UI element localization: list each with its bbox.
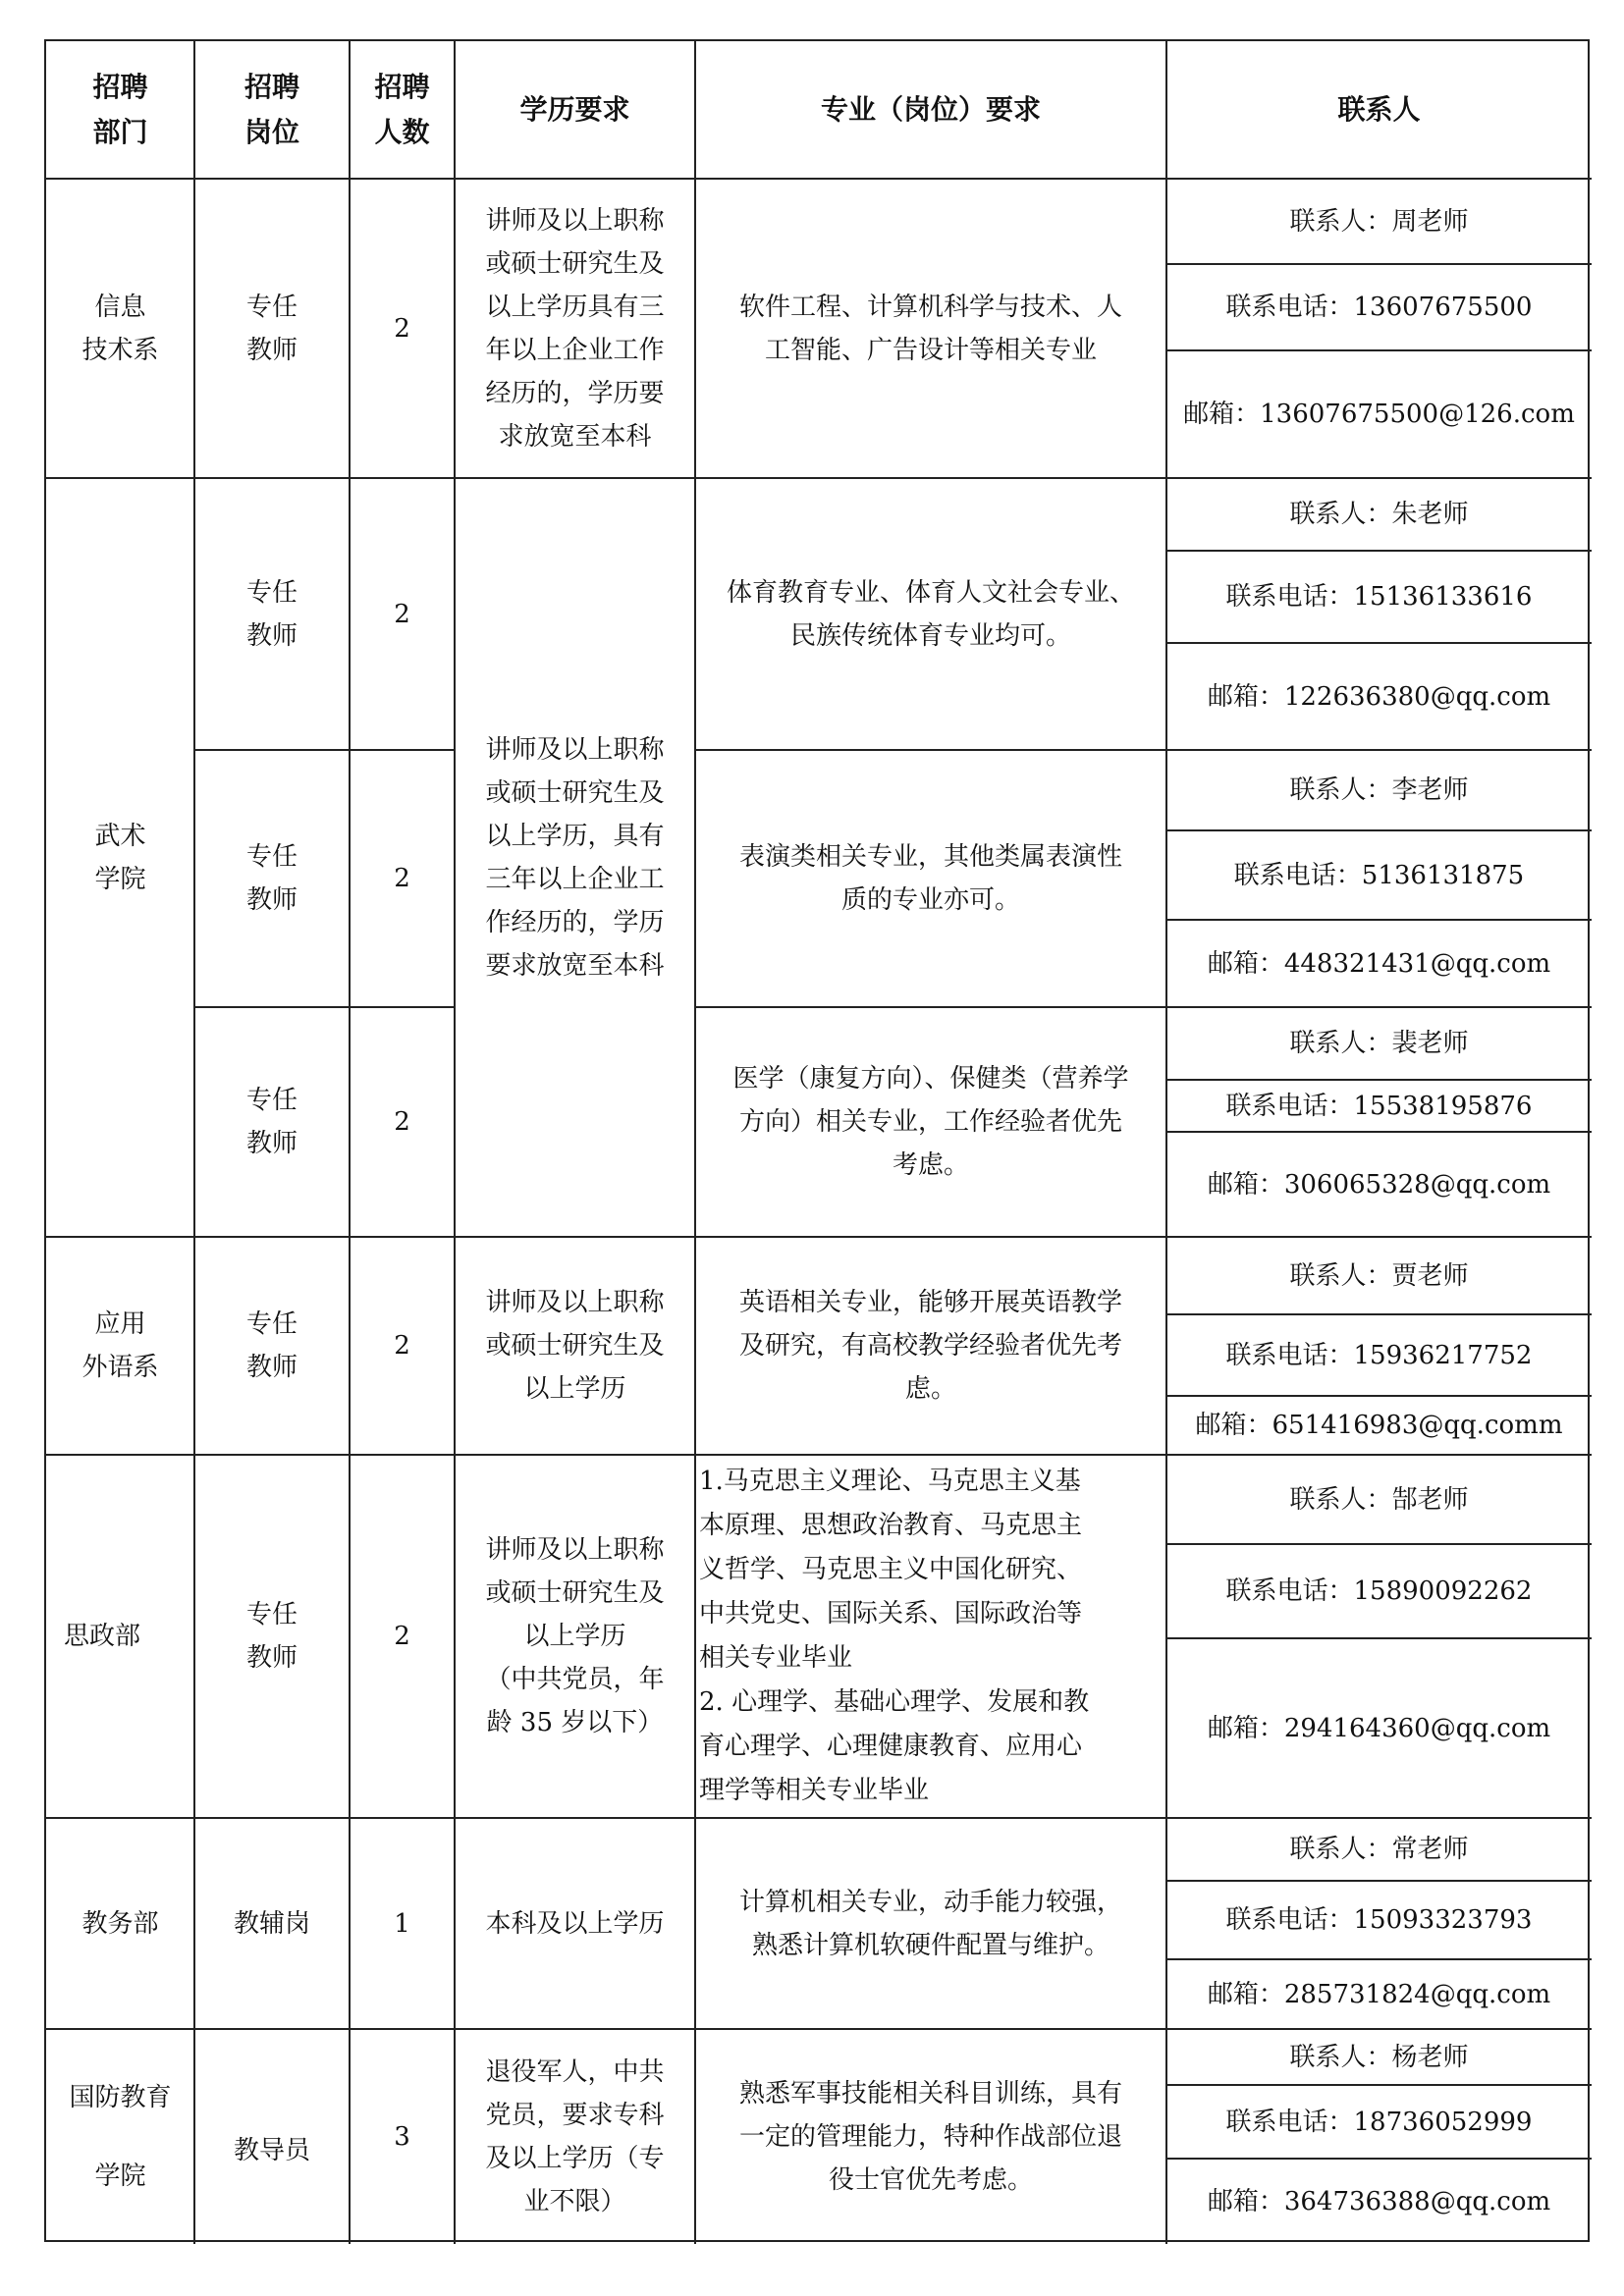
contact-person: 联系人：周老师 <box>1289 206 1469 237</box>
header-position: 招聘 岗位 <box>244 71 299 148</box>
column-divider <box>1165 41 1167 2244</box>
contact-email: 邮箱：294164360@qq.com <box>1207 1713 1551 1743</box>
row-divider <box>46 477 1592 479</box>
count-cell: 2 <box>394 313 410 344</box>
contact-divider <box>1166 550 1592 552</box>
contact-divider <box>1166 1079 1592 1081</box>
row-divider <box>46 1454 1592 1456</box>
education-cell: 讲师及以上职称 或硕士研究生及 以上学历 <box>485 1288 665 1404</box>
major-cell: 熟悉军事技能相关科目训练，具有 一定的管理能力，特种作战部位退 役士官优先考虑。 <box>738 2078 1122 2195</box>
department-cell: 教务部 <box>81 1908 159 1939</box>
count-cell: 2 <box>394 1622 410 1651</box>
count-cell: 2 <box>394 1107 410 1137</box>
contact-divider <box>1166 1637 1592 1639</box>
position-cell: 专任 教师 <box>245 577 298 651</box>
contact-email: 邮箱：364736388@qq.com <box>1207 2186 1551 2216</box>
contact-divider <box>1166 919 1592 921</box>
contact-phone: 联系电话：15936217752 <box>1225 1340 1533 1370</box>
contact-email: 邮箱：306065328@qq.com <box>1207 1169 1551 1200</box>
recruitment-table <box>44 39 1590 2242</box>
column-divider <box>349 41 351 2244</box>
education-cell: 讲师及以上职称 或硕士研究生及 以上学历，具有 三年以上企业工 作经历的，学历 要求放宽至本科 <box>485 734 665 981</box>
contact-person: 联系人：裴老师 <box>1289 1029 1469 1058</box>
header-department: 招聘 部门 <box>92 71 148 148</box>
position-cell: 专任 教师 <box>245 1086 298 1158</box>
column-divider <box>193 41 195 2244</box>
count-cell: 2 <box>394 864 410 893</box>
header-education: 学历要求 <box>519 93 630 126</box>
position-cell: 教导员 <box>233 2135 310 2165</box>
contact-divider <box>1166 642 1592 644</box>
row-divider <box>46 1817 1592 1819</box>
contact-divider <box>1166 2084 1592 2086</box>
row-divider <box>194 1006 455 1008</box>
row-divider <box>194 749 455 751</box>
row-divider <box>695 1006 1592 1008</box>
contact-phone: 联系电话：15136133616 <box>1225 582 1533 612</box>
contact-person: 联系人：贾老师 <box>1289 1260 1469 1291</box>
position-cell: 教辅岗 <box>233 1908 310 1939</box>
header-count: 招聘 人数 <box>374 71 430 148</box>
count-cell: 3 <box>394 2121 410 2152</box>
contact-phone: 联系电话：5136131875 <box>1233 860 1525 890</box>
contact-divider <box>1166 1395 1592 1397</box>
contact-divider <box>1166 263 1592 265</box>
contact-person: 联系人：杨老师 <box>1289 2042 1469 2072</box>
contact-phone: 联系电话：13607675500 <box>1225 293 1533 322</box>
contact-divider <box>1166 1131 1592 1133</box>
count-cell: 2 <box>394 1331 410 1361</box>
header-major: 专业（岗位）要求 <box>820 93 1041 126</box>
contact-person: 联系人：常老师 <box>1289 1835 1469 1864</box>
education-cell: 退役军人，中共 党员，要求专科 及以上学历（专 业不限） <box>485 2056 665 2216</box>
major-cell: 医学（康复方向）、保健类（营养学 方向）相关专业，工作经验者优先 考虑。 <box>732 1064 1129 1180</box>
contact-email: 邮箱：13607675500@126.com <box>1183 400 1575 429</box>
major-cell: 1.马克思主义理论、马克思主义基 本原理、思想政治教育、马克思主 义哲学、马克思主义中国化研究、 中共党史、国际关系、国际政治等 相关专业毕业 2. 心理学、基础心理学、发展和教 育心理学、心理健康教育、应用心 理学等相关专业毕业 <box>699 1467 1090 1805</box>
contact-divider <box>1166 1313 1592 1315</box>
position-cell: 专任 教师 <box>245 292 298 365</box>
contact-phone: 联系电话：15890092262 <box>1225 1576 1533 1606</box>
contact-email: 邮箱：448321431@qq.com <box>1207 948 1551 979</box>
department-cell: 武术 学院 <box>94 821 146 894</box>
row-divider <box>46 1236 1592 1238</box>
row-divider <box>46 178 1592 180</box>
contact-email: 邮箱：651416983@qq.comm <box>1195 1411 1563 1440</box>
column-divider <box>454 41 456 2244</box>
major-cell: 计算机相关专业，动手能力较强， 熟悉计算机软硬件配置与维护。 <box>738 1887 1122 1960</box>
contact-divider <box>1166 1958 1592 1960</box>
position-cell: 专任 教师 <box>245 1309 298 1382</box>
contact-divider <box>1166 349 1592 351</box>
contact-phone: 联系电话：18736052999 <box>1225 2107 1533 2137</box>
major-cell: 英语相关专业，能够开展英语教学 及研究，有高校教学经验者优先考 虑。 <box>738 1288 1122 1404</box>
count-cell: 2 <box>394 599 410 629</box>
contact-email: 邮箱：122636380@qq.com <box>1207 681 1551 712</box>
contact-divider <box>1166 1543 1592 1545</box>
position-cell: 专任 教师 <box>245 842 298 915</box>
contact-divider <box>1166 829 1592 831</box>
contact-person: 联系人：郜老师 <box>1289 1484 1469 1515</box>
contact-phone: 联系电话：15093323793 <box>1225 1905 1533 1935</box>
department-cell: 信息 技术系 <box>81 292 159 365</box>
education-cell: 讲师及以上职称 或硕士研究生及 以上学历具有三 年以上企业工作 经历的，学历要 求放宽至本科 <box>485 205 665 452</box>
major-cell: 体育教育专业、体育人文社会专业、 民族传统体育专业均可。 <box>726 577 1135 651</box>
column-divider <box>694 41 696 2244</box>
row-divider <box>46 2028 1592 2030</box>
position-cell: 专任 教师 <box>245 1600 298 1673</box>
contact-phone: 联系电话：15538195876 <box>1225 1091 1533 1121</box>
header-contact: 联系人 <box>1337 93 1421 126</box>
contact-divider <box>1166 1880 1592 1882</box>
contact-email: 邮箱：285731824@qq.com <box>1207 1979 1551 2009</box>
department-cell: 应用 外语系 <box>81 1309 159 1382</box>
major-cell: 软件工程、计算机科学与技术、人 工智能、广告设计等相关专业 <box>738 292 1122 365</box>
contact-divider <box>1166 2158 1592 2160</box>
contact-person: 联系人：朱老师 <box>1289 500 1469 529</box>
education-cell: 本科及以上学历 <box>485 1908 665 1939</box>
department-cell: 国防教育 学院 <box>69 2082 172 2191</box>
contact-person: 联系人：李老师 <box>1289 775 1469 805</box>
major-cell: 表演类相关专业，其他类属表演性 质的专业亦可。 <box>738 842 1122 915</box>
department-cell: 思政部 <box>64 1622 141 1651</box>
row-divider <box>695 749 1592 751</box>
count-cell: 1 <box>394 1908 410 1939</box>
education-cell: 讲师及以上职称 或硕士研究生及 以上学历 （中共党员，年 龄 35 岁以下） <box>485 1535 665 1737</box>
